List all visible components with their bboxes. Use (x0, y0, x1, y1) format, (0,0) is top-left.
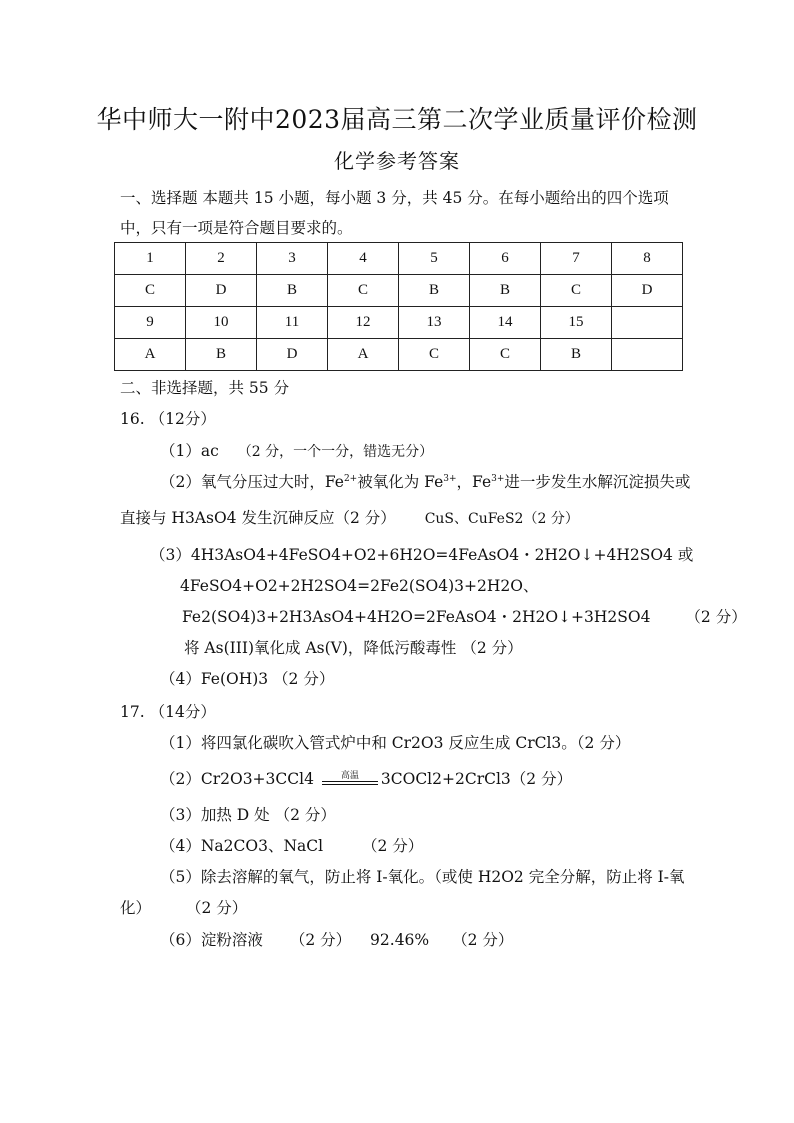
q16-score: （12分） (149, 410, 216, 428)
table-cell: B (186, 339, 257, 371)
q17-part2-products: 3COCl2+2CrCl3（2 分） (380, 770, 573, 788)
reaction-condition-label: 高温 (340, 771, 359, 781)
table-cell: 7 (541, 243, 612, 275)
table-cell: C (115, 275, 186, 307)
q16-part3-eq3-score: （2 分） (685, 608, 747, 626)
q17-part5-line2-score: （2 分） (185, 899, 248, 917)
table-cell: 4 (328, 243, 399, 275)
table-cell: 13 (399, 307, 470, 339)
q16-header (120, 407, 216, 429)
q16-part3-eq3 (182, 605, 747, 627)
q16-part2-sup1: 2+ (343, 474, 358, 484)
q16-part2-line2-text: 直接与 H3AsO4 发生沉砷反应（2 分） (120, 509, 396, 527)
table-cell: 3 (257, 243, 328, 275)
table-cell: B (257, 275, 328, 307)
q17-part6-answer: （6）淀粉溶液 (160, 931, 263, 949)
q17-header (120, 700, 216, 722)
q16-part3-eq2: 4FeSO4+O2+2H2SO4=2Fe2(SO4)3+2H2O、 (180, 577, 539, 595)
q16-part2-text-b: 被氧化为 Fe (357, 473, 444, 491)
q17-part6 (160, 928, 513, 950)
table-cell: D (612, 275, 683, 307)
q16-part2-line1 (160, 470, 690, 492)
q17-part5-line2 (120, 896, 247, 918)
table-row (115, 339, 683, 371)
q16-part1-note: （2 分，一个一分，错选无分） (237, 444, 434, 460)
table-cell (612, 307, 683, 339)
q17-part2-reactants: （2）Cr2O3+3CCl4 (160, 770, 314, 788)
table-cell: 5 (399, 243, 470, 275)
table-cell: B (399, 275, 470, 307)
table-cell: 6 (470, 243, 541, 275)
section1-intro-line2: 中，只有一项是符合题目要求的。 (120, 219, 353, 237)
table-cell: 14 (470, 307, 541, 339)
table-row (115, 307, 683, 339)
q16-part2-sup2: 3+ (443, 474, 457, 484)
q17-score: （14分） (149, 703, 216, 721)
table-cell: D (186, 275, 257, 307)
table-cell: C (541, 275, 612, 307)
table-cell: 15 (541, 307, 612, 339)
q16-part3-eq3-text: Fe2(SO4)3+2H3AsO4+4H2O=2FeAsO4・2H2O↓+3H2SO4 (182, 608, 651, 626)
q16-part2-line2 (120, 506, 579, 528)
table-cell: 2 (186, 243, 257, 275)
q16-part2-sup3: 3+ (491, 474, 505, 484)
page-subtitle: 化学参考答案 (334, 149, 460, 173)
q17-part2 (160, 767, 572, 789)
table-cell: 12 (328, 307, 399, 339)
table-cell: 9 (115, 307, 186, 339)
table-cell: 1 (115, 243, 186, 275)
q16-part3-note: 将 As(III)氧化成 As(V)，降低污酸毒性 （2 分） (184, 639, 523, 657)
table-cell: B (541, 339, 612, 371)
table-cell: 10 (186, 307, 257, 339)
table-cell: 8 (612, 243, 683, 275)
table-cell: C (328, 275, 399, 307)
section1-intro-line1: 一、选择题 本题共 15 小题，每小题 3 分，共 45 分。在每小题给出的四个选项 (120, 189, 669, 207)
table-cell: C (399, 339, 470, 371)
table-row (115, 243, 683, 275)
q16-part3-eq1: （3）4H3AsO4+4FeSO4+O2+6H2O=4FeAsO4・2H2O↓+4H2SO4 或 (150, 546, 694, 564)
table-cell (612, 339, 683, 371)
q16-number: 16. (120, 410, 145, 428)
table-cell: D (257, 339, 328, 371)
q17-part4 (160, 834, 423, 856)
q16-part2-text-d: 进一步发生水解沉淀损失或 (504, 473, 691, 491)
q17-part5-line2-text: 化） (120, 899, 152, 917)
page-title: 华中师大一附中2023届高三第二次学业质量评价检测 (96, 105, 698, 134)
q17-part6-score1: （2 分） (289, 931, 352, 949)
reaction-condition-arrow (320, 773, 380, 787)
q17-part6-percent: 92.46% (370, 931, 430, 949)
section2-heading: 二、非选择题，共 55 分 (120, 379, 290, 397)
q17-part6-score2: （2 分） (452, 931, 514, 949)
table-row (115, 275, 683, 307)
table-cell: C (470, 339, 541, 371)
table-cell: A (115, 339, 186, 371)
q17-part1: （1）将四氯化碳吹入管式炉中和 Cr2O3 反应生成 CrCl3。（2 分） (160, 734, 631, 752)
q17-part3: （3）加热 D 处 （2 分） (160, 806, 336, 824)
q16-part2-text-c: ，Fe (456, 473, 492, 491)
table-cell: B (470, 275, 541, 307)
q17-part5-line1: （5）除去溶解的氧气，防止将 I-氧化。（或使 H2O2 完全分解，防止将 I-氧 (160, 868, 685, 886)
q16-part2-text-a: （2）氧气分压过大时，Fe (160, 473, 344, 491)
table-cell: 11 (257, 307, 328, 339)
q16-part4: （4）Fe(OH)3 （2 分） (160, 670, 335, 688)
answer-table (114, 242, 683, 371)
q17-part4-score: （2 分） (362, 837, 424, 855)
table-cell: A (328, 339, 399, 371)
q16-part1-answer: （1）ac (160, 442, 219, 460)
q16-part2-line2-answer: CuS、CuFeS2（2 分） (424, 511, 579, 527)
q17-number: 17. (120, 703, 145, 721)
q16-part1 (160, 439, 433, 461)
q17-part4-text: （4）Na2CO3、NaCl (160, 837, 324, 855)
